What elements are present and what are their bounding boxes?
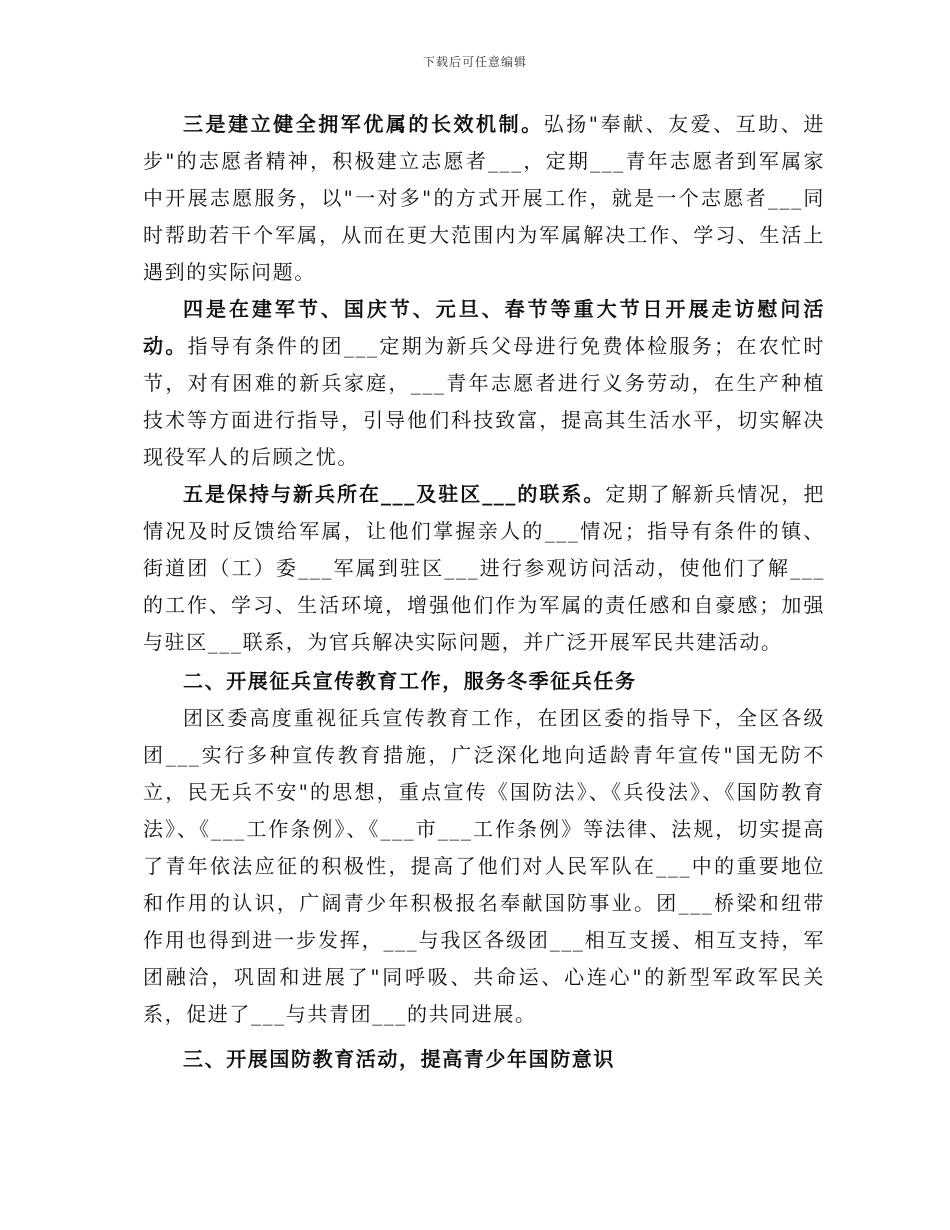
paragraph-lead: 五是保持与新兵所在___及驻区___的联系。	[183, 482, 606, 506]
paragraph-text: 弘扬"奉献、友爱、互助、进步"的志愿者精神，积极建立志愿者___，定期___青年志愿者到军属家中开展志愿服务，以"一对多"的方式开展工作，就是一个志愿者___同时帮助若干个军属，从而在更大范围内为军属解决工作、学习、生活上遇到的实际问题。	[143, 112, 825, 284]
paragraph-text: 指导有条件的团___定期为新兵父母进行免费体检服务；在农忙时节，对有困难的新兵家庭，___青年志愿者进行义务劳动，在生产种植技术等方面进行指导，引导他们科技致富，提高其生活水平，切实解决现役军人的后顾之忧。	[143, 334, 826, 469]
paragraph-long-term-mechanism	[143, 106, 825, 291]
paragraph-text: 定期了解新兵情况，把情况及时反馈给军属，让他们掌握亲人的___情况；指导有条件的镇、街道团（工）委___军属到驻区___进行参观访问活动，使他们了解___的工作、学习、生活环境，增强他们作为军属的责任感和自豪感；加强与驻区___联系，为官兵解决实际问题，并广泛开展军民共建活动。	[143, 482, 826, 654]
section-heading-defense-education: 三、开展国防教育活动，提高青少年国防意识	[183, 1047, 615, 1071]
paragraph-recruitment-education: 团区委高度重视征兵宣传教育工作，在团区委的指导下，全区各级团___实行多种宣传教育措施，广泛深化地向适龄青年宣传"国无防不立，民无兵不安"的思想，重点宣传《国防法》、《兵役法》、《国防教育法》、《___工作条例》、《___市___工作条例》等法律、法规，切实提高了青年依法应征的积极性，提高了他们对人民军队在___中的重要地位和作用的认识，广阔青少年积极报名奉献国防事业。团___桥梁和纽带作用也得到进一步发挥，___与我区各级团___相互支援、相互支持，军团融洽，巩固和进展了"同呼吸、共命运、心连心"的新型军政军民关系，促进了___与共青团___的共同进展。	[143, 706, 825, 1026]
paragraph-lead: 四是在建军节、国庆节、元旦、春节等重大节日开展走访慰问活动。	[143, 297, 825, 358]
paragraph-contact-units	[143, 476, 825, 661]
document-body	[143, 106, 825, 1078]
paragraph-lead: 三是建立健全拥军优属的长效机制。	[183, 112, 544, 136]
paragraph-holiday-visits	[143, 291, 825, 476]
section-heading-recruitment: 二、开展征兵宣传教育工作，服务冬季征兵任务	[183, 669, 637, 693]
page-header: 下载后可任意编辑	[422, 55, 527, 69]
